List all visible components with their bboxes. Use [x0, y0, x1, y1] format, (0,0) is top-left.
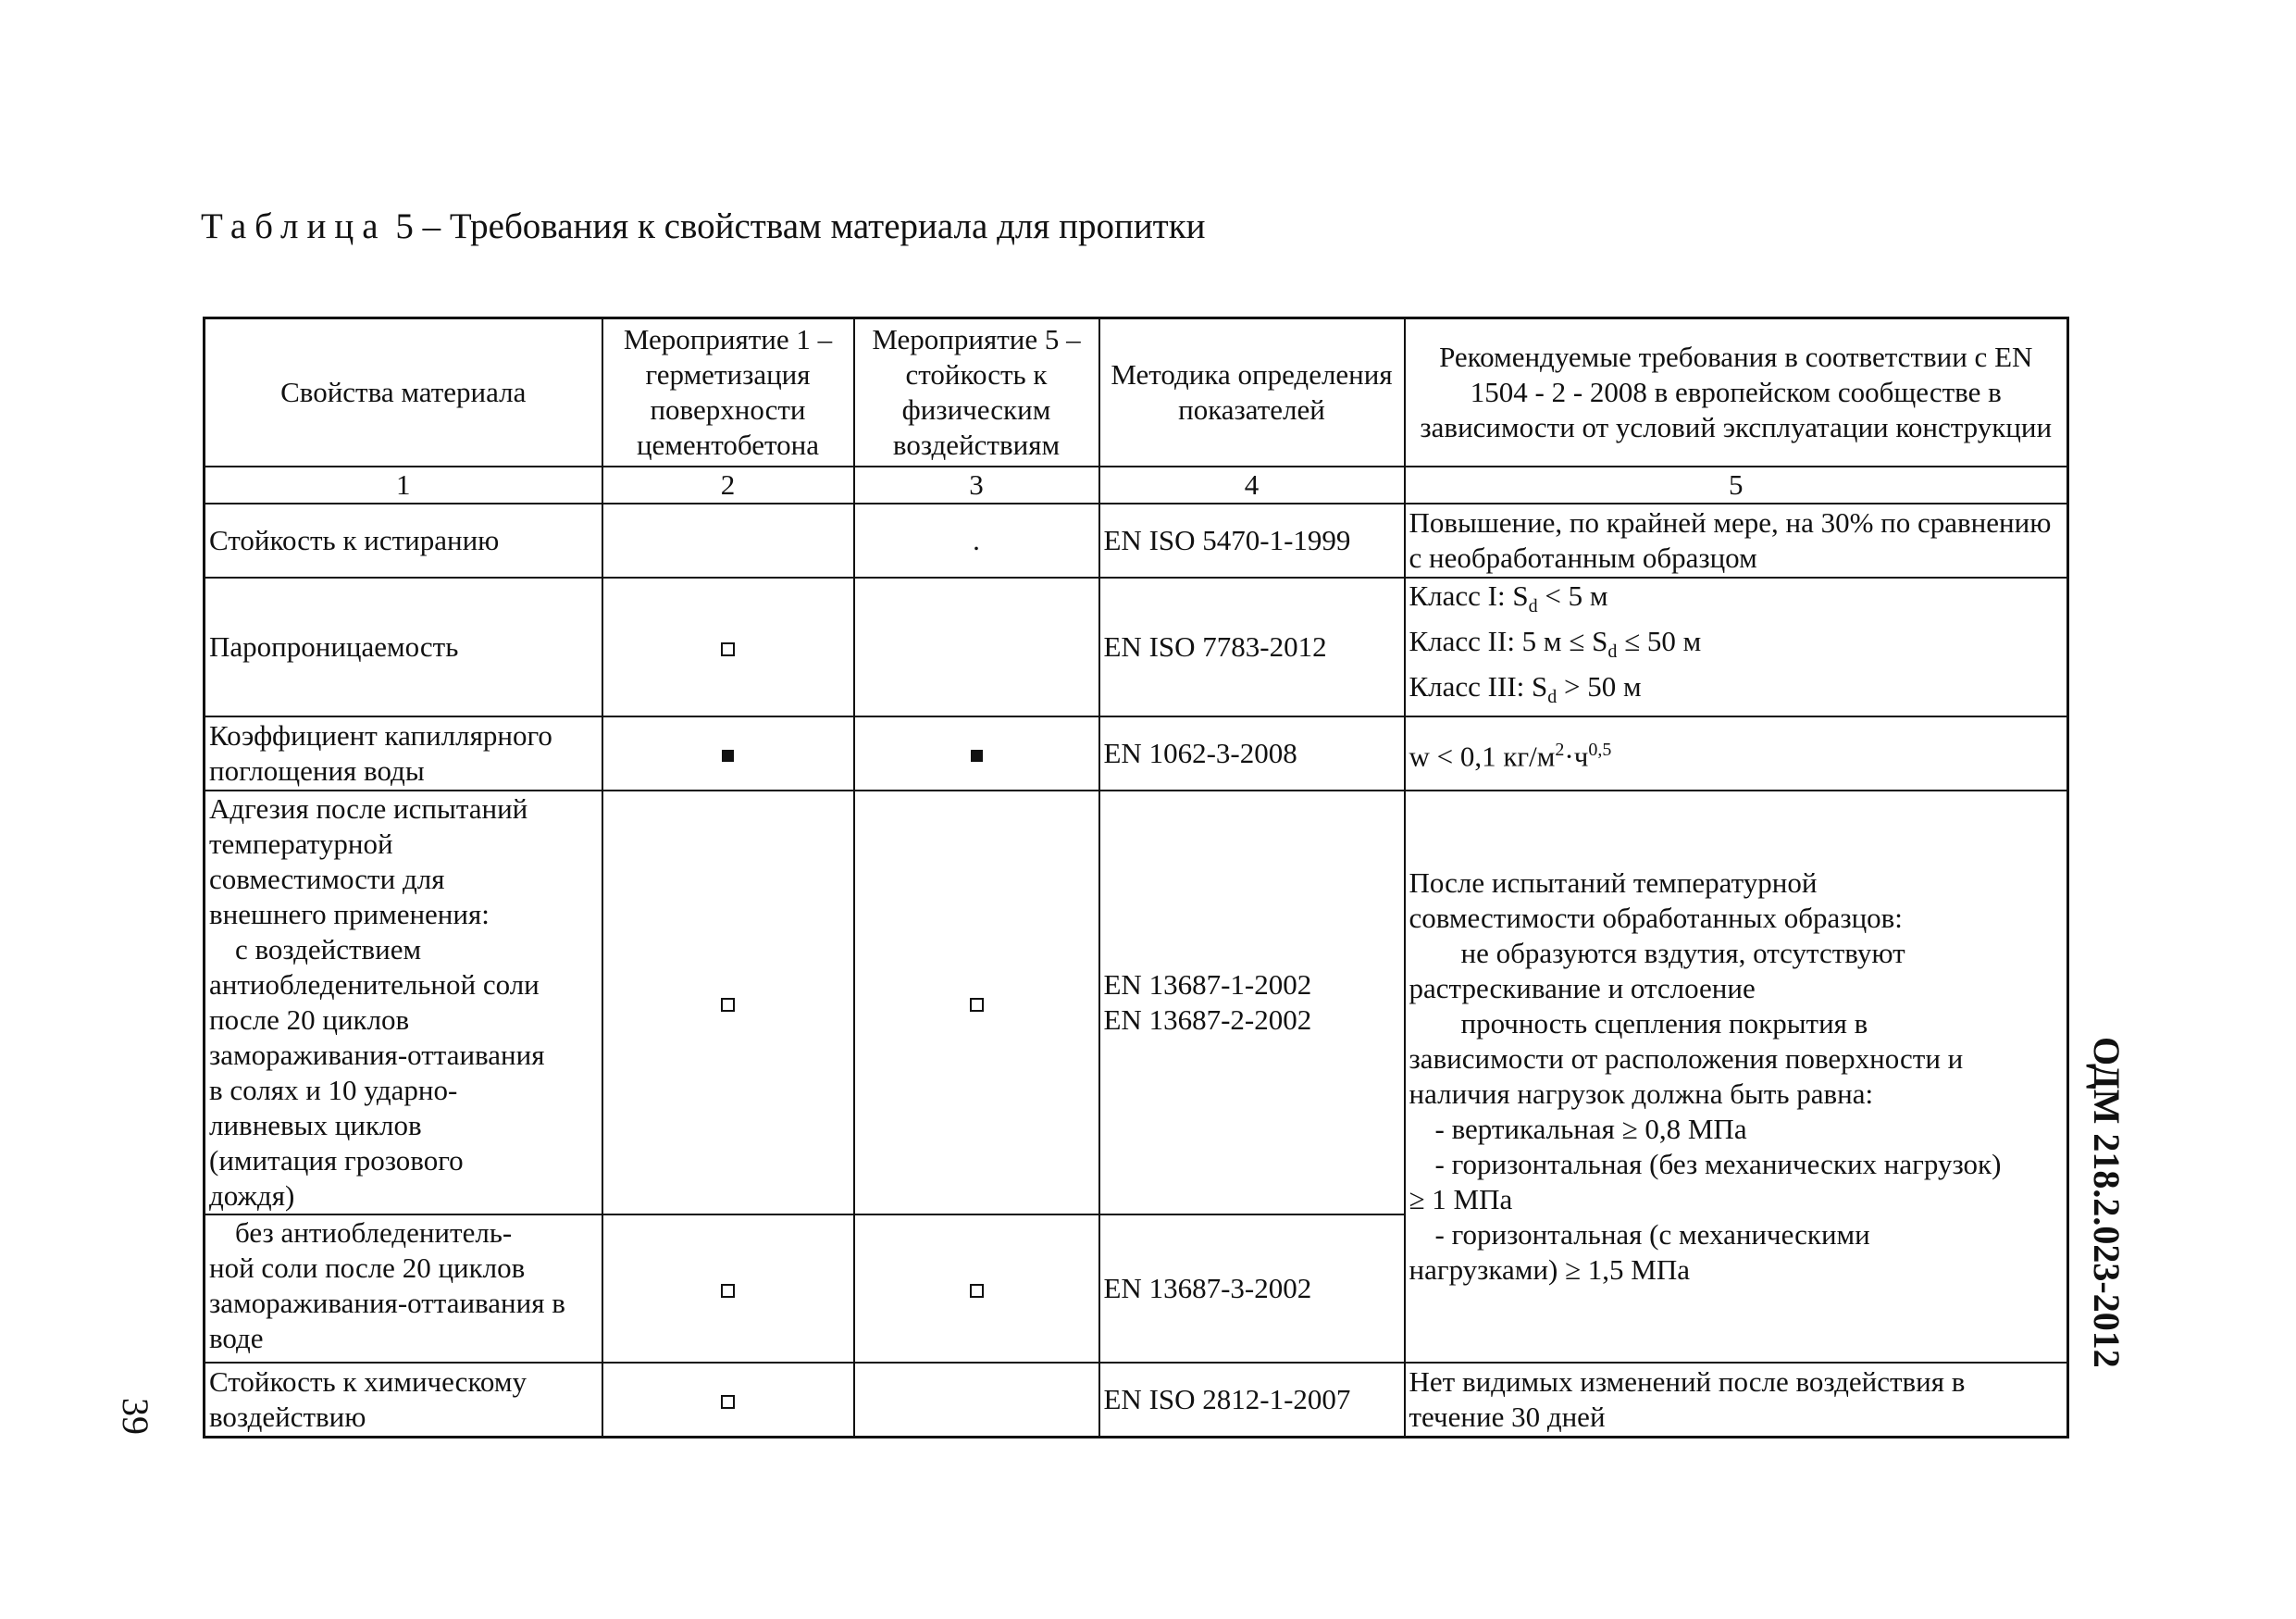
measure5-cell: [854, 1214, 1099, 1363]
property-line: без антиобледенитель-: [235, 1215, 513, 1249]
property-line: после 20 циклов: [209, 1003, 410, 1036]
filled-square-icon: [971, 750, 983, 762]
property-line: замораживания-оттаивания в: [209, 1286, 565, 1319]
method-cell: EN 1062-3-2008: [1099, 716, 1405, 791]
property-line: замораживания-оттаивания: [209, 1038, 545, 1071]
requirement-line: нагрузками) ≥ 1,5 МПа: [1409, 1252, 1691, 1286]
property-cell: [205, 1214, 602, 1363]
table-row-capillary: [205, 716, 2068, 791]
req-text: w < 0,1 кг/м: [1409, 740, 1556, 773]
open-square-icon: [721, 1284, 735, 1298]
page-number: 39: [115, 1398, 156, 1435]
measure1-cell: [602, 1363, 854, 1438]
requirement-cell: Повышение, по крайней мере, на 30% по сравнению с необработанным образцом: [1405, 504, 2068, 578]
measure5-cell: [854, 578, 1099, 716]
method-cell: EN 13687-3-2002: [1099, 1214, 1405, 1363]
column-number: 3: [854, 467, 1099, 504]
method-line: EN 13687-2-2002: [1103, 1003, 1312, 1036]
method-cell: EN ISO 7783-2012: [1099, 578, 1405, 716]
table-row-adhesion-salt: [205, 791, 2068, 1214]
measure1-cell: [602, 1214, 854, 1363]
open-square-icon: [970, 1284, 984, 1298]
property-line: внешнего применения:: [209, 897, 490, 930]
caption-title: 5 – Требования к свойствам материала для пропитки: [386, 206, 1206, 246]
requirement-line: зависимости от расположения поверхности и: [1409, 1041, 1964, 1075]
table-caption: [201, 205, 1206, 247]
class-text: > 50 м: [1557, 670, 1642, 704]
header-col2: Мероприятие 1 – герметизация поверхности цементобетона: [602, 318, 854, 467]
property-line: (имитация грозового: [209, 1143, 464, 1177]
column-number: 4: [1099, 467, 1405, 504]
column-numbers-row: [205, 467, 2068, 504]
measure5-cell: [854, 1363, 1099, 1438]
requirement-line: После испытаний температурной: [1409, 866, 1818, 899]
requirement-line: - горизонтальная (без механических нагрузок): [1434, 1147, 2002, 1180]
property-cell: Коэффициент капиллярного поглощения воды: [205, 716, 602, 791]
column-number: 5: [1405, 467, 2068, 504]
requirement-line: - вертикальная ≥ 0,8 МПа: [1434, 1112, 1747, 1145]
superscript: 2: [1555, 739, 1565, 760]
class-text: ≤ 50 м: [1617, 625, 1702, 658]
subscript: d: [1547, 687, 1558, 708]
property-line: воде: [209, 1321, 264, 1354]
requirement-line: ≥ 1 МПа: [1409, 1182, 1513, 1215]
measure1-cell: [602, 791, 854, 1214]
req-text: ·ч: [1564, 740, 1589, 773]
superscript: 0,5: [1588, 739, 1612, 760]
property-line: с воздействием: [235, 932, 422, 965]
open-square-icon: [721, 1395, 735, 1409]
table-row-vapor: [205, 578, 2068, 716]
column-number: 2: [602, 467, 854, 504]
property-line: Адгезия после испытаний: [209, 791, 528, 825]
class-line: [1409, 579, 2064, 624]
requirement-cell: Нет видимых изменений после воздействия в течение 30 дней: [1405, 1363, 2068, 1438]
dot-mark: .: [973, 524, 980, 556]
method-line: EN 13687-1-2002: [1103, 967, 1312, 1001]
class-text: Класс III: S: [1409, 670, 1548, 704]
subscript: d: [1528, 596, 1538, 617]
requirement-line: наличия нагрузок должна быть равна:: [1409, 1077, 1874, 1110]
requirement-line: растрескивание и отслоение: [1409, 971, 1756, 1004]
requirement-line: не образуются вздутия, отсутствуют: [1460, 936, 1905, 969]
property-cell: Стойкость к истиранию: [205, 504, 602, 578]
method-cell: EN ISO 5470-1-1999: [1099, 504, 1405, 578]
requirement-line: прочность сцепления покрытия в: [1460, 1006, 1868, 1040]
table-row-abrasion: [205, 504, 2068, 578]
subscript: d: [1607, 641, 1618, 663]
open-square-icon: [721, 998, 735, 1012]
property-line: антиобледенительной соли: [209, 967, 540, 1001]
property-line: совместимости для: [209, 862, 445, 895]
property-line: дождя): [209, 1178, 295, 1212]
requirement-line: - горизонтальная (с механическими: [1434, 1217, 1870, 1251]
open-square-icon: [721, 642, 735, 656]
measure1-cell: [602, 578, 854, 716]
requirement-cell: [1405, 791, 2068, 1363]
measure5-cell: [854, 504, 1099, 578]
property-line: ливневых циклов: [209, 1108, 422, 1141]
class-line: [1409, 624, 2064, 669]
method-cell: [1099, 791, 1405, 1214]
caption-label: Таблица: [201, 206, 387, 246]
property-line: температурной: [209, 827, 393, 860]
filled-square-icon: [722, 750, 734, 762]
open-square-icon: [970, 998, 984, 1012]
header-col5: Рекомендуемые требования в соответствии с EN 1504 - 2 - 2008 в европейском сообществе в зависимости от условий эксплуатации конструкции: [1405, 318, 2068, 467]
class-text: Класс I: S: [1409, 579, 1529, 612]
measure1-cell: [602, 504, 854, 578]
header-row: [205, 318, 2068, 467]
requirement-line: совместимости обработанных образцов:: [1409, 901, 1903, 934]
measure5-cell: [854, 716, 1099, 791]
method-cell: EN ISO 2812-1-2007: [1099, 1363, 1405, 1438]
requirements-table: [203, 317, 2069, 1438]
header-col3: Мероприятие 5 – стойкость к физическим воздействиям: [854, 318, 1099, 467]
column-number: 1: [205, 467, 602, 504]
property-cell: [205, 791, 602, 1214]
property-line: в солях и 10 ударно-: [209, 1073, 458, 1106]
property-cell: Паропроницаемость: [205, 578, 602, 716]
header-col1: Свойства материала: [205, 318, 602, 467]
class-line: [1409, 669, 2064, 715]
measure5-cell: [854, 791, 1099, 1214]
requirement-cell: [1405, 716, 2068, 791]
table-row-chemical: [205, 1363, 2068, 1438]
property-cell: Стойкость к химическому воздействию: [205, 1363, 602, 1438]
requirement-cell: [1405, 578, 2068, 716]
class-text: Класс II: 5 м ≤ S: [1409, 625, 1608, 658]
header-col4: Методика определения показателей: [1099, 318, 1405, 467]
document-id: ОДМ 218.2.023-2012: [2086, 1037, 2128, 1368]
measure1-cell: [602, 716, 854, 791]
class-text: < 5 м: [1537, 579, 1608, 612]
property-line: ной соли после 20 циклов: [209, 1251, 526, 1284]
